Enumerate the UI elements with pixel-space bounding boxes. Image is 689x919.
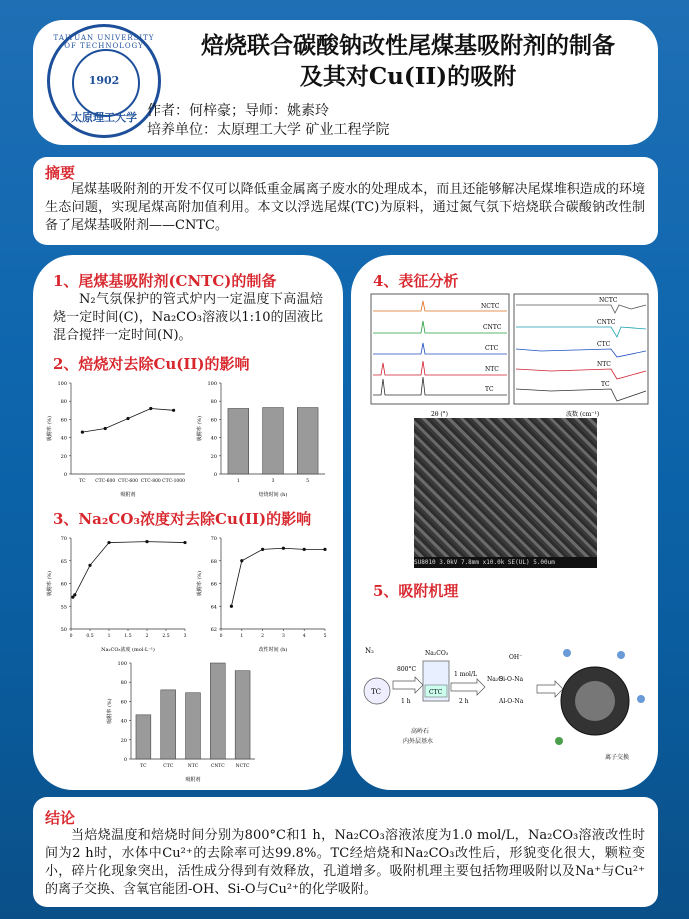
y-tick-label: 60 xyxy=(120,699,127,706)
chart-d xyxy=(193,530,333,655)
mech-time2: 2 h xyxy=(459,698,469,705)
y-tick-label: 20 xyxy=(120,737,127,744)
ftir-label-4: TC xyxy=(601,381,610,388)
mech-ion-exchange: 离子交换 xyxy=(605,754,630,761)
chart-e xyxy=(103,655,263,785)
svg-text:Al-O-Na: Al-O-Na xyxy=(499,698,524,705)
bar xyxy=(210,663,225,759)
y-tick-label: 0 xyxy=(63,472,67,478)
chart-b xyxy=(193,375,333,500)
data-point xyxy=(303,548,306,551)
poster-title: 焙烧联合碳酸钠改性尾煤基吸附剂的制备 及其对Cu(II)的吸附 xyxy=(201,32,615,90)
x-tick-label: 2 xyxy=(261,634,265,639)
data-point xyxy=(323,548,326,551)
data-point xyxy=(81,431,84,434)
mech-temp: 800°C xyxy=(397,666,417,673)
conclusion-text: 当焙烧温度和焙烧时间分别为800°C和1 h，Na₂CO₃溶液浓度为1.0 mol/L，Na₂CO₃溶液改性时间为2 h时，水体中Cu²⁺的去除率可达99.8%。TC经焙烧和Na₂CO₃改性后，形貌变化很大，颗粒变小，碎片化现象突出，活性成分得到有效释放，孔道增多。吸附机理主要包括物理吸附以及Na⁺与Cu²⁺的离子交换、含氧官能团-OH、Si-O与Cu²⁺的化学吸附。 xyxy=(45,828,645,897)
ftir-xlabel: 波数 (cm⁻¹) xyxy=(566,411,600,418)
x-axis-label: 焙烧时间 (h) xyxy=(258,492,288,498)
y-tick-label: 50 xyxy=(60,627,67,633)
xrd-label-0: NCTC xyxy=(481,303,500,310)
x-tick-label: 3 xyxy=(281,634,285,639)
y-tick-label: 20 xyxy=(60,453,67,460)
mech-kaolin: 高岭石 xyxy=(411,728,430,735)
y-tick-label: 40 xyxy=(210,435,217,442)
x-tick-label: 5 xyxy=(306,479,310,484)
xrd-chart xyxy=(361,291,511,419)
bar xyxy=(186,693,201,759)
y-tick-label: 80 xyxy=(120,680,127,687)
mech-na2co3: Na₂CO₃ xyxy=(425,650,449,657)
section1-heading: 1、尾煤基吸附剂(CNTC)的制备 xyxy=(53,272,277,290)
x-tick-label: 0.5 xyxy=(86,634,94,639)
ftir-chart xyxy=(511,291,651,419)
x-tick-label: CTC xyxy=(163,764,174,769)
mech-na2o: Na₂O xyxy=(487,676,504,683)
x-tick-label: 4 xyxy=(302,634,306,639)
x-tick-label: 2 xyxy=(145,634,149,639)
y-tick-label: 55 xyxy=(60,604,67,611)
chart-c xyxy=(43,530,193,655)
x-tick-label: NCTC xyxy=(235,764,250,769)
x-tick-label: 1 xyxy=(107,634,111,639)
y-tick-label: 70 xyxy=(60,536,67,542)
ftir-label-1: CNTC xyxy=(597,319,616,326)
data-point xyxy=(88,564,91,567)
y-axis-label: 吸附率 (%) xyxy=(197,415,203,442)
y-tick-label: 0 xyxy=(123,757,127,763)
affiliation-line: 培养单位：太原理工大学 矿业工程学院 xyxy=(147,122,390,138)
y-tick-label: 62 xyxy=(210,627,217,633)
xrd-label-2: CTC xyxy=(485,345,499,352)
sem-label: SU8010 3.0kV 7.8mm x10.0k SE(UL) 5.00um xyxy=(414,557,597,568)
mech-conc: 1 mol/L xyxy=(454,671,477,678)
left-panel xyxy=(33,255,343,790)
mech-ctc: CTC xyxy=(429,689,443,696)
bar xyxy=(235,671,250,759)
x-tick-label: 1 xyxy=(240,634,244,639)
abstract-panel xyxy=(33,157,658,245)
y-axis-label: 吸附率 (%) xyxy=(197,570,203,597)
x-tick-label: TC xyxy=(140,764,147,769)
y-tick-label: 100 xyxy=(57,381,67,387)
x-axis-label: 吸附剂 xyxy=(185,777,201,783)
mech-water: 内外层基水 xyxy=(403,738,434,745)
y-tick-label: 60 xyxy=(60,417,67,424)
y-tick-label: 60 xyxy=(210,417,217,424)
sem-image xyxy=(414,418,597,568)
x-tick-label: CTC-600 xyxy=(95,479,116,484)
y-tick-label: 60 xyxy=(60,581,67,588)
y-tick-label: 70 xyxy=(210,536,217,542)
x-tick-label: CTC-600 xyxy=(118,479,138,484)
y-tick-label: 64 xyxy=(210,604,217,611)
section2-heading: 2、焙烧对去除Cu(II)的影响 xyxy=(53,355,250,373)
x-tick-label: 0 xyxy=(219,634,223,639)
chart-a xyxy=(43,375,193,500)
y-tick-label: 100 xyxy=(207,381,217,387)
x-tick-label: 3 xyxy=(271,479,275,484)
ftir-label-3: NTC xyxy=(597,361,611,368)
y-tick-label: 0 xyxy=(213,472,217,478)
logo-cn-text: 太原理工大学 xyxy=(71,111,137,124)
mech-time1: 1 h xyxy=(401,698,411,705)
section1-text: N₂气氛保护的管式炉内一定温度下高温焙烧一定时间(C)，Na₂CO₃溶液以1:10的固液比混合搅拌一定时间(N)。 xyxy=(53,292,323,343)
section5-heading: 5、吸附机理 xyxy=(373,582,459,600)
bar xyxy=(161,690,176,759)
bar xyxy=(263,408,284,474)
y-tick-label: 68 xyxy=(210,558,217,565)
x-axis-label: 吸附剂 xyxy=(120,492,136,498)
x-tick-label: CTC-1000 xyxy=(162,479,186,484)
y-tick-label: 20 xyxy=(210,453,217,460)
section4-heading: 4、表征分析 xyxy=(373,272,459,290)
x-tick-label: CNTC xyxy=(210,764,225,769)
y-tick-label: 40 xyxy=(120,718,127,725)
y-tick-label: 65 xyxy=(60,558,67,565)
x-axis-label: Na₂CO₃浓度 (mol·L⁻¹) xyxy=(101,647,155,653)
mech-n2: N₂ xyxy=(365,647,374,655)
y-tick-label: 100 xyxy=(117,661,127,667)
logo-ring-text: TAIYUAN UNIVERSITY OF TECHNOLOGY xyxy=(53,34,155,50)
data-point xyxy=(230,605,233,608)
x-tick-label: TC xyxy=(79,479,86,484)
data-point xyxy=(104,427,107,430)
x-tick-label: NTC xyxy=(187,764,199,769)
x-tick-label: CTC-800 xyxy=(140,479,161,484)
data-point xyxy=(240,559,243,562)
abstract-text: 尾煤基吸附剂的开发不仅可以降低重金属离子废水的处理成本，而且还能够解决尾煤堆积造成的环境生态问题，实现尾煤高附加值利用。本文以浮选尾煤(TC)为原料，通过氮气氛下焙烧联合碳酸钠改性制备了尾煤基吸附剂——CNTC。 xyxy=(45,182,645,233)
ftir-label-2: CTC xyxy=(597,341,611,348)
data-point xyxy=(149,407,152,410)
y-axis-label: 吸附率 (%) xyxy=(47,415,53,442)
x-axis-label: 改性时间 (h) xyxy=(258,647,288,653)
xrd-label-3: NTC xyxy=(485,366,499,373)
y-tick-label: 40 xyxy=(60,435,67,442)
series-line xyxy=(73,542,185,598)
xrd-label-4: TC xyxy=(485,386,494,393)
title-panel xyxy=(33,20,658,145)
svg-text:Si-O-Na: Si-O-Na xyxy=(499,676,524,683)
mech-tc: TC xyxy=(371,688,382,696)
ftir-label-0: NCTC xyxy=(599,297,618,304)
bar xyxy=(228,408,249,474)
data-point xyxy=(126,417,129,420)
university-logo xyxy=(47,24,161,138)
x-tick-label: 1.5 xyxy=(124,634,132,639)
data-point xyxy=(282,547,285,550)
x-tick-label: 3 xyxy=(183,634,187,639)
data-point xyxy=(107,541,110,544)
series-line xyxy=(82,408,173,432)
x-tick-label: 0 xyxy=(69,634,73,639)
abstract-heading: 摘要 xyxy=(45,164,76,182)
xrd-xlabel: 2θ (°) xyxy=(431,411,449,418)
x-tick-label: 2.5 xyxy=(162,634,170,639)
data-point xyxy=(73,593,76,596)
y-tick-label: 66 xyxy=(210,581,217,588)
conclusion-heading: 结论 xyxy=(45,809,76,827)
logo-year: 1902 xyxy=(88,74,120,87)
bar xyxy=(297,408,318,474)
section3-heading: 3、Na₂CO₃浓度对去除Cu(II)的影响 xyxy=(53,510,312,528)
mechanism-diagram xyxy=(359,641,654,771)
data-point xyxy=(172,409,175,412)
y-tick-label: 80 xyxy=(210,399,217,406)
x-tick-label: 1 xyxy=(236,479,240,484)
author-line: 作者：何梓豪；导师：姚素玲 xyxy=(147,103,329,119)
data-point xyxy=(183,541,186,544)
data-point xyxy=(261,548,264,551)
x-tick-label: 5 xyxy=(323,634,327,639)
xrd-label-1: CNTC xyxy=(483,324,502,331)
bar xyxy=(136,715,151,759)
data-point xyxy=(145,540,148,543)
y-axis-label: 吸附率 (%) xyxy=(47,570,53,597)
conclusion-panel xyxy=(33,797,658,907)
svg-text:OH⁻: OH⁻ xyxy=(509,654,523,661)
y-axis-label: 吸附率 (%) xyxy=(107,698,113,724)
series-line xyxy=(231,548,325,606)
y-tick-label: 80 xyxy=(60,399,67,406)
